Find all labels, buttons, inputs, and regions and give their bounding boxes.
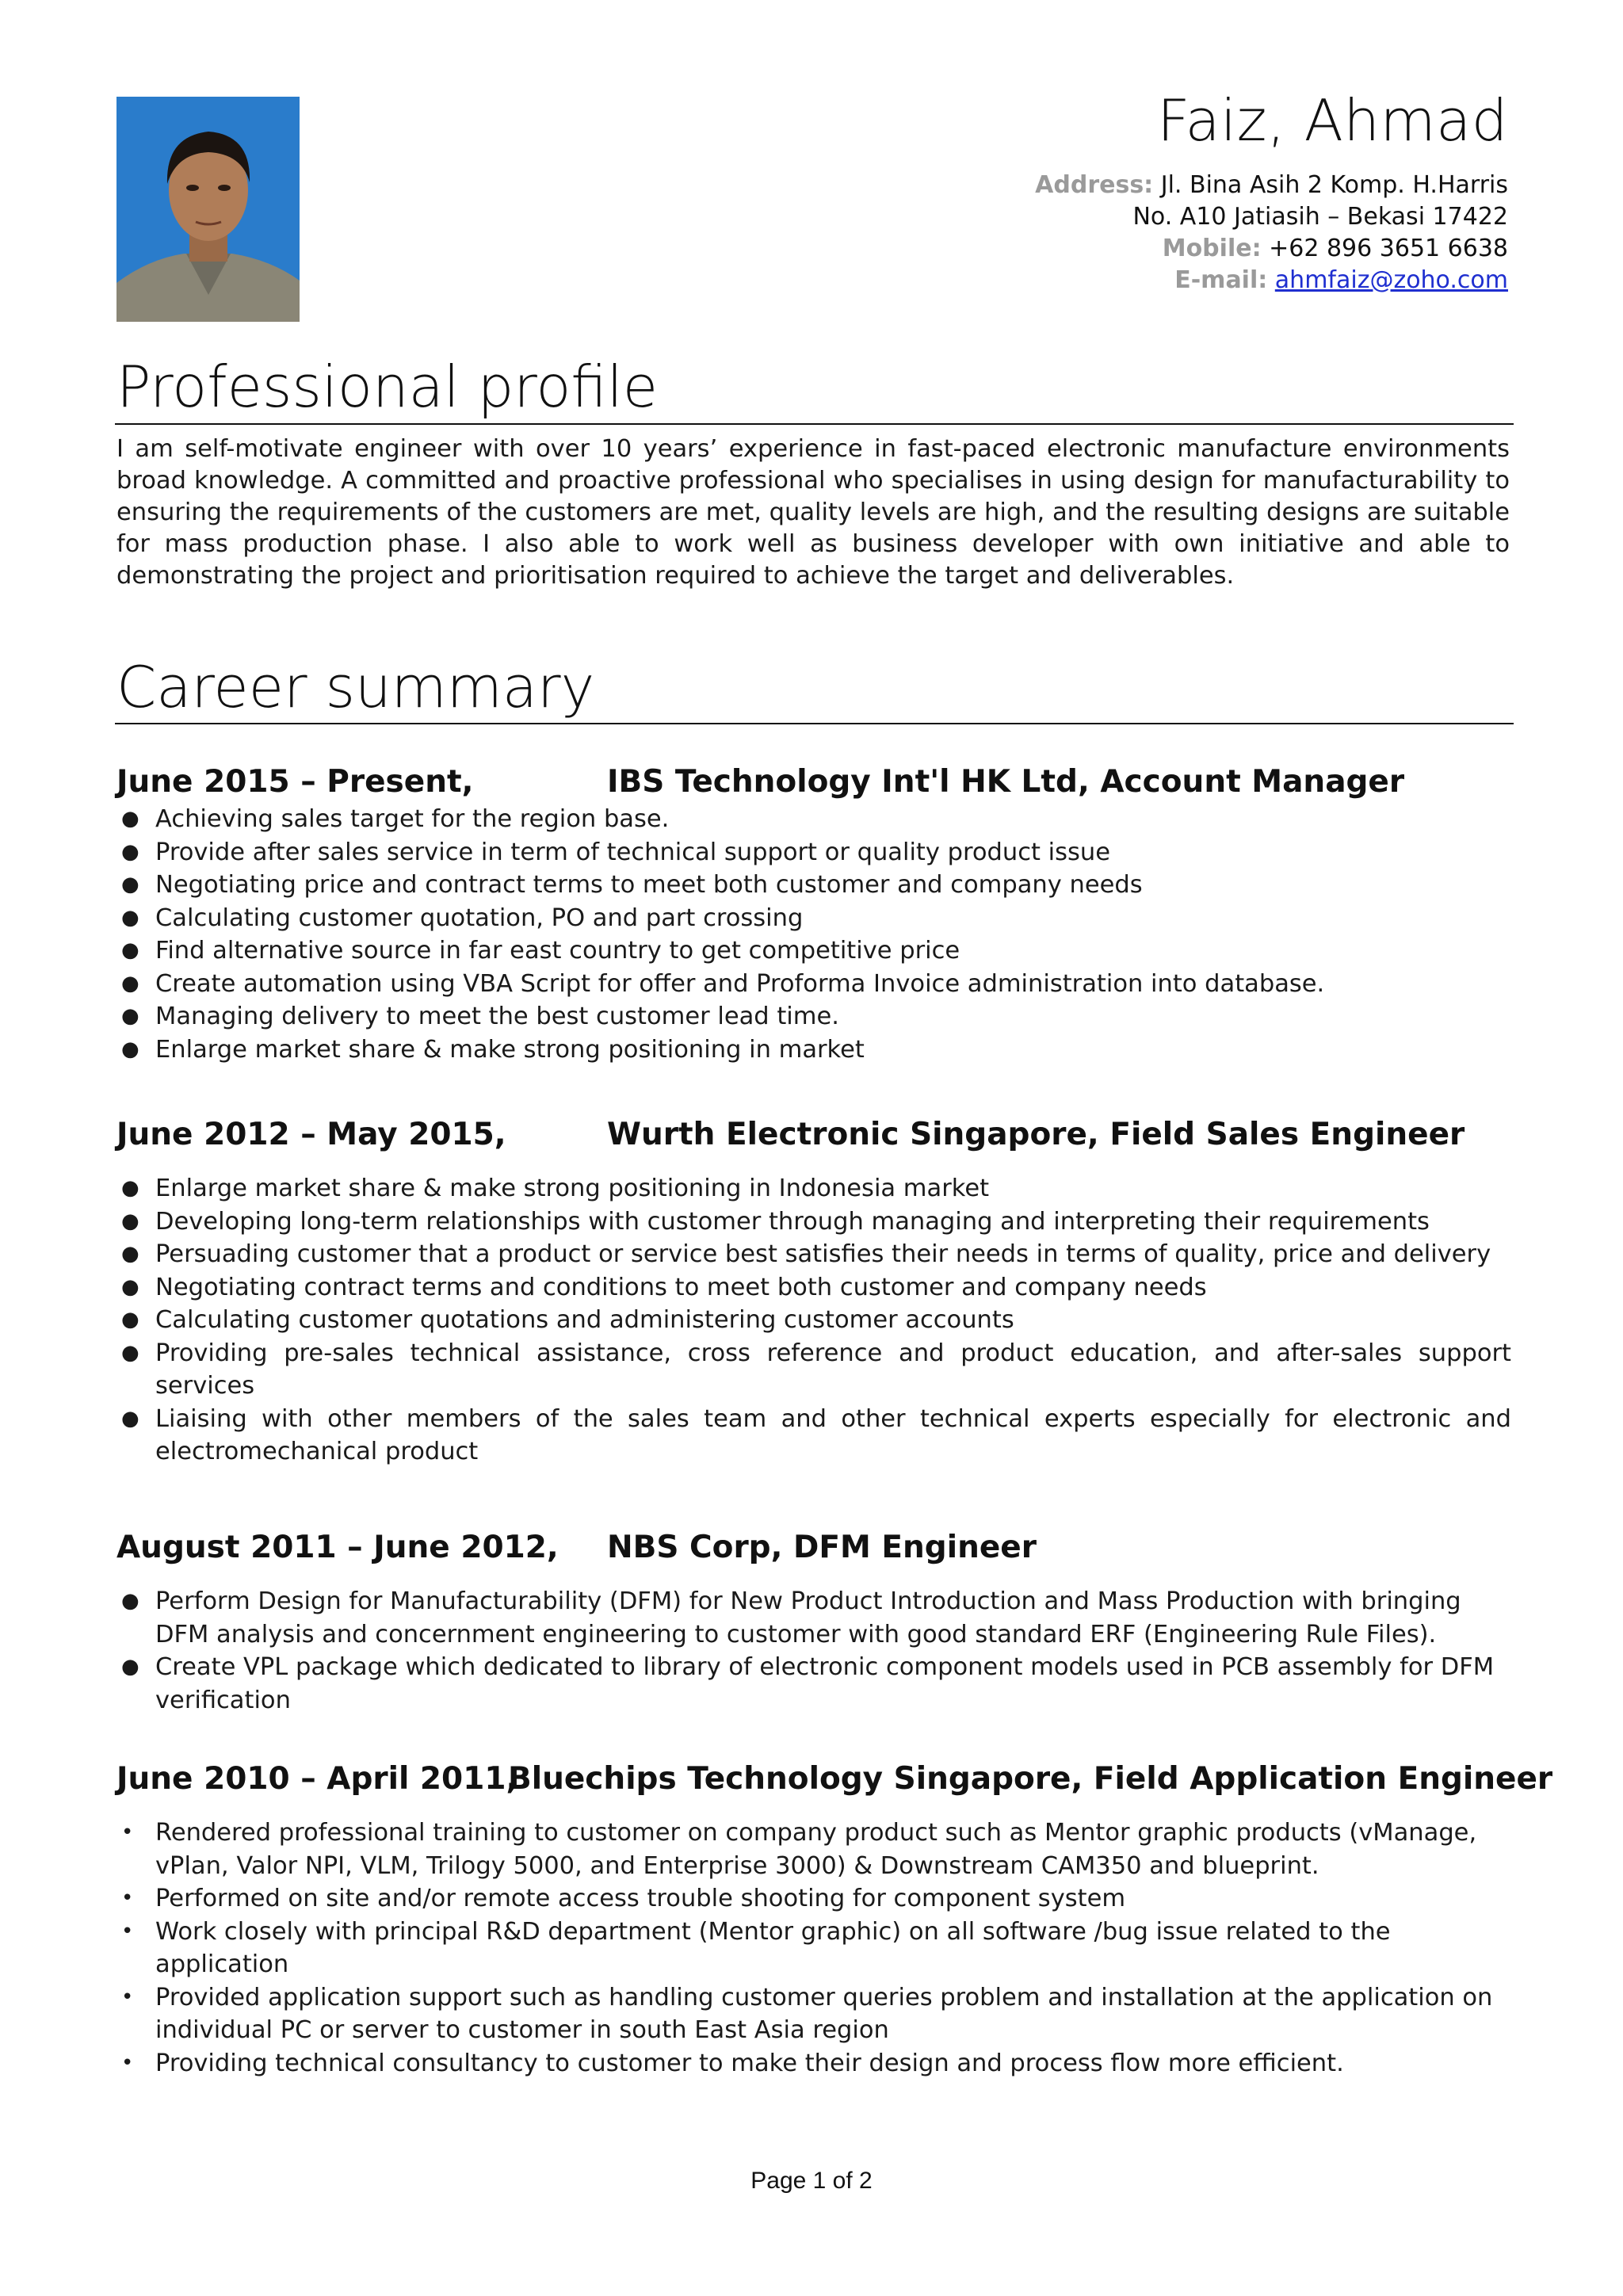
bullet-icon: ●	[121, 1589, 139, 1613]
bullet-icon: ●	[121, 807, 139, 831]
list-item: • Providing technical consultancy to customer to make their design and process flow more efficient.	[116, 2047, 1511, 2080]
bullet-icon: ●	[121, 1340, 139, 1365]
list-item: ● Perform Design for Manufacturability (DFM) for New Product Introduction and Mass Production with bringing DFM analysis and concernment engineering to customer with good standard ERF (Engineering Rule Files).	[116, 1585, 1511, 1651]
mobile-line	[1163, 235, 1508, 262]
bullet-icon: ●	[121, 839, 139, 864]
page-number: Page 1 of 2	[750, 2168, 873, 2194]
list-item: ● Enlarge market share & make strong positioning in Indonesia market	[116, 1172, 1511, 1205]
list-item: ● Achieving sales target for the region base.	[116, 803, 1511, 836]
bullet-icon: •	[121, 1985, 134, 2009]
list-item: • Performed on site and/or remote access trouble shooting for component system	[116, 1882, 1511, 1916]
job-2-title: Wurth Electronic Singapore, Field Sales Engineer	[607, 1117, 1465, 1152]
profile-heading: Professional profile	[116, 353, 659, 420]
job-2-bullets	[116, 1172, 1511, 1469]
job-4-title: Bluechips Technology Singapore, Field Application Engineer	[508, 1761, 1553, 1797]
list-item: ● Negotiating contract terms and conditions to meet both customer and company needs	[116, 1271, 1511, 1305]
bullet-icon: ●	[121, 1406, 139, 1431]
bullet-icon: ●	[121, 1274, 139, 1299]
bullet-icon: ●	[121, 905, 139, 930]
address-value: Jl. Bina Asih 2 Komp. H.Harris	[1160, 171, 1508, 199]
email-link[interactable]: ahmfaiz@zoho.com	[1274, 266, 1508, 294]
list-item: ● Providing pre-sales technical assistance, cross reference and product education, and after-sales support services	[116, 1337, 1511, 1403]
list-item: ● Provide after sales service in term of technical support or quality product issue	[116, 836, 1511, 869]
candidate-name: Faiz, Ahmad	[1157, 87, 1508, 154]
list-item: • Work closely with principal R&D department (Mentor graphic) on all software /bug issue related to the application	[116, 1916, 1511, 1981]
bullet-icon: •	[121, 1886, 134, 1910]
bullet-icon: ●	[121, 971, 139, 995]
career-divider	[115, 723, 1514, 724]
address-line-1	[1035, 171, 1508, 199]
bullet-icon: •	[121, 1820, 134, 1844]
email-line	[1174, 266, 1508, 294]
bullet-icon: •	[121, 1919, 134, 1943]
list-item: ● Create VPL package which dedicated to library of electronic component models used in PCB assembly for DFM verification	[116, 1651, 1511, 1717]
address-line-2: No. A10 Jatiasih – Bekasi 17422	[1132, 203, 1508, 231]
bullet-icon: ●	[121, 1209, 139, 1233]
profile-photo	[116, 97, 300, 322]
profile-divider	[115, 423, 1514, 425]
list-item: ● Enlarge market share & make strong positioning in market	[116, 1033, 1511, 1067]
bullet-icon: ●	[121, 1655, 139, 1679]
bullet-icon: ●	[121, 873, 139, 896]
bullet-icon: ●	[121, 1308, 139, 1331]
career-heading: Career summary	[116, 654, 595, 720]
job-3-bullets	[116, 1585, 1511, 1717]
list-item: ● Negotiating price and contract terms to meet both customer and company needs	[116, 869, 1511, 902]
mobile-value: +62 896 3651 6638	[1269, 235, 1508, 262]
portrait-image	[116, 97, 300, 322]
job-1-title: IBS Technology Int'l HK Ltd, Account Manager	[607, 764, 1405, 800]
bullet-icon: ●	[121, 938, 139, 962]
job-1-bullets	[116, 803, 1511, 1066]
profile-paragraph: I am self-motivate engineer with over 10 years’ experience in fast-paced electronic manufacture environments broad knowledge. A committed and proactive professional who specialises in using design for manufacturability to ensuring the requirements of the customers are met, quality levels are high, and the resulting designs are suitable for mass production phase. I also able to work well as business developer with own initiative and able to demonstrating the project and prioritisation required to achieve the target and deliverables.	[116, 435, 1510, 590]
email-label: E-mail:	[1174, 266, 1268, 294]
job-3-title: NBS Corp, DFM Engineer	[607, 1530, 1037, 1565]
address-label: Address:	[1035, 171, 1154, 199]
list-item: ● Managing delivery to meet the best customer lead time.	[116, 1000, 1511, 1033]
list-item: • Rendered professional training to customer on company product such as Mentor graphic products (vManage, vPlan, Valor NPI, VLM, Trilogy 5000, and Enterprise 3000) & Downstream CAM350 and blueprint.	[116, 1817, 1511, 1882]
list-item: ● Calculating customer quotation, PO and part crossing	[116, 902, 1511, 935]
list-item: ● Liaising with other members of the sales team and other technical experts especially for electronic and electromechanical product	[116, 1403, 1511, 1469]
bullet-icon: ●	[121, 1037, 139, 1061]
list-item: ● Create automation using VBA Script for offer and Proforma Invoice administration into database.	[116, 968, 1511, 1001]
job-3-date: August 2011 – June 2012,	[116, 1530, 559, 1565]
job-4-bullets	[116, 1817, 1511, 2080]
bullet-icon: ●	[121, 1004, 139, 1028]
mobile-label: Mobile:	[1162, 235, 1262, 262]
list-item: ● Find alternative source in far east country to get competitive price	[116, 934, 1511, 968]
job-1-date: June 2015 – Present,	[116, 764, 474, 800]
bullet-icon: ●	[121, 1242, 139, 1266]
list-item: ● Persuading customer that a product or service best satisfies their needs in terms of quality, price and delivery	[116, 1238, 1511, 1271]
job-4-date: June 2010 – April 2011,	[116, 1761, 518, 1797]
list-item: ● Calculating customer quotations and administering customer accounts	[116, 1304, 1511, 1337]
bullet-icon: •	[121, 2050, 134, 2075]
list-item: ● Developing long-term relationships with customer through managing and interpreting their requirements	[116, 1205, 1511, 1239]
bullet-icon: ●	[121, 1176, 139, 1200]
job-2-date: June 2012 – May 2015,	[116, 1117, 506, 1152]
list-item: • Provided application support such as handling customer queries problem and installation at the application on individual PC or server to customer in south East Asia region	[116, 1981, 1511, 2047]
